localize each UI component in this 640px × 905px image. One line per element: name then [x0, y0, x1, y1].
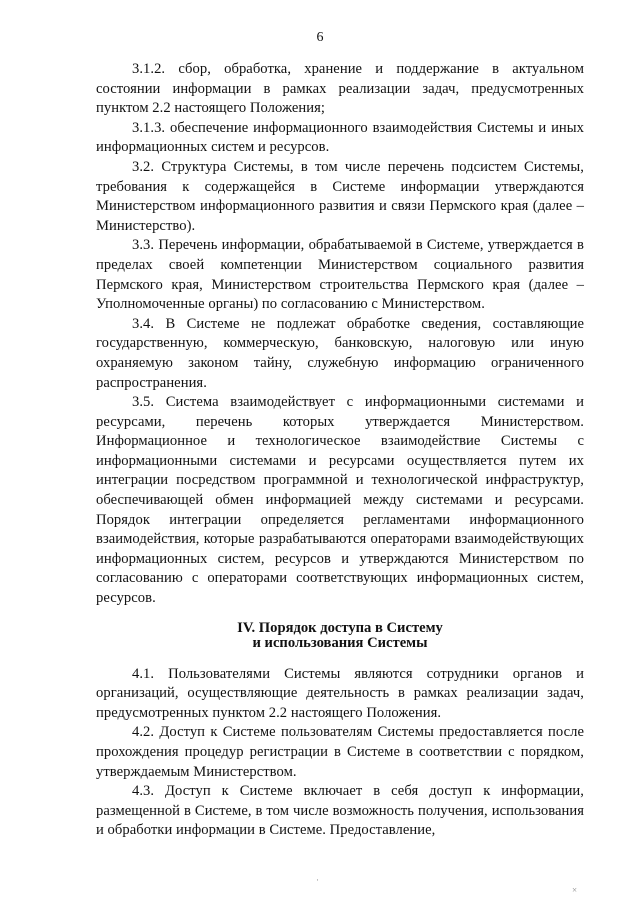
paragraph-3-2: 3.2. Структура Системы, в том числе перечень подсистем Системы, требования к содержащейся в Системе информации утверждаются Министерством информационного развития и связи Пермского края (далее – Министерство).	[96, 158, 584, 234]
paragraph-3-5: 3.5. Система взаимодействует с информационными системами и ресурсами, перечень которых утверждается Министерством. Информационное и технологическое взаимодействие Системы с информационными системами и ресурсами осуществляется путем их интеграции посредством программной и технологической инфраструктур, обеспечивающей обмен информацией между системами и ресурсами. Порядок интеграции определяется регламентами информационного взаимодействия, которые разрабатываются операторами взаимодействующих информационных систем, ресурсов и утверждаются Министерством по согласованию с операторами соответствующих информационных систем, ресурсов.	[96, 394, 584, 607]
section-heading	[96, 621, 584, 651]
section-heading-line-2: и использования Системы	[252, 634, 428, 651]
paragraph-3-3: 3.3. Перечень информации, обрабатываемой в Системе, утверждается в пределах своей компетенции Министерством социального развития Пермского края, Министерством строительства Пермского края (далее – Уполномоченные органы) по согласованию с Министерством.	[96, 237, 584, 313]
paragraph-3-1-2: 3.1.2. сбор, обработка, хранение и поддержание в актуальном состоянии информации в рамках реализации задач, предусмотренных пунктом 2.2 настоящего Положения;	[96, 61, 584, 117]
paragraph-4-1: 4.1. Пользователями Системы являются сотрудники органов и организаций, осуществляющие деятельность в рамках реализации задач, предусмотренных пунктом 2.2 настоящего Положения.	[96, 665, 584, 721]
scan-mark: ·	[316, 875, 319, 885]
page-number: 6	[316, 30, 324, 45]
document-body	[96, 60, 584, 841]
scan-mark: ×	[572, 885, 578, 895]
paragraph-3-4: 3.4. В Системе не подлежат обработке сведения, составляющие государственную, коммерческую, банковскую, налоговую или иную охраняемую законом тайну, служебную информацию ограниченного распространения.	[96, 315, 584, 391]
paragraph-3-1-3: 3.1.3. обеспечение информационного взаимодействия Системы и иных информационных систем и ресурсов.	[96, 119, 584, 156]
paragraph-4-3: 4.3. Доступ к Системе включает в себя доступ к информации, размещенной в Системе, в том числе возможность получения, использования и обработки информации в Системе. Предоставление,	[96, 783, 584, 839]
section-heading-line-1: IV. Порядок доступа в Систему	[237, 619, 443, 636]
paragraph-4-2: 4.2. Доступ к Системе пользователям Системы предоставляется после прохождения процедур регистрации в Системе в соответствии с порядком, утверждаемым Министерством.	[96, 724, 584, 780]
